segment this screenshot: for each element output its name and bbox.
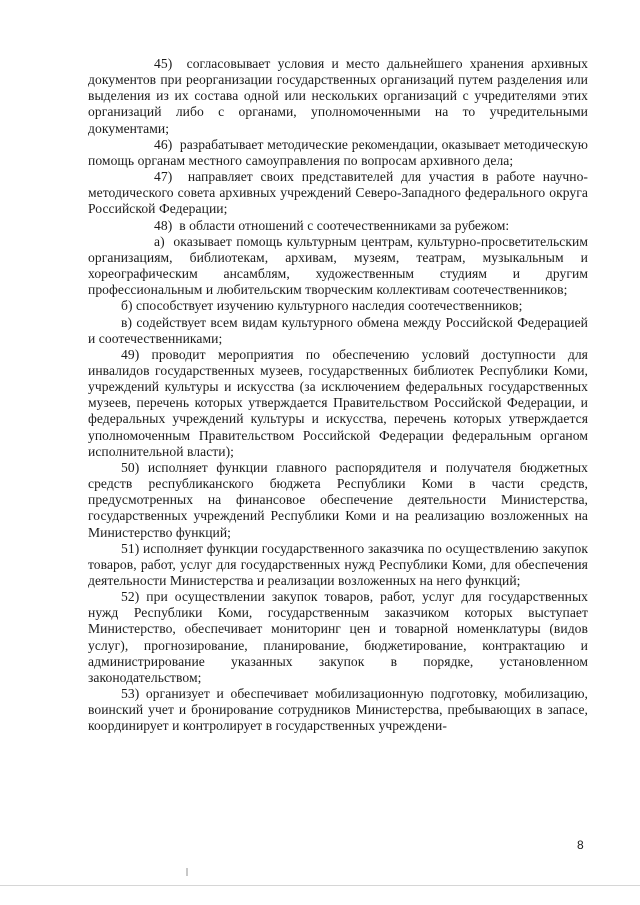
clause-number: 46) — [154, 136, 173, 152]
clause-number: а) — [154, 233, 165, 249]
scan-edge-line — [0, 885, 640, 886]
clause-text: оказывает помощь культурным центрам, культурно-просветительским организациям, библиотекам, архивам, музеям, театрам, музыкальным и хореографическим ансамблям, художественным студиям и другим профессиональным и любительским творческим коллективам соотечественников; — [88, 233, 588, 298]
clause-46 — [88, 137, 588, 169]
clause-48-c: в) содействует всем видам культурного обмена между Российской Федерацией и соотечественниками; — [88, 314, 588, 346]
clause-47 — [88, 169, 588, 217]
clause-51: 51) исполняет функции государственного заказчика по осуществлению закупок товаров, работ, услуг для государственных нужд Республики Коми, для обеспечения деятельности Министерства и реализации возложенных на него функций; — [88, 540, 588, 588]
clause-text: разрабатывает методические рекомендации, оказывает методическую помощь органам местного самоуправления по вопросам архивного дела; — [88, 136, 588, 168]
clause-52: 52) при осуществлении закупок товаров, работ, услуг для государственных нужд Республики Коми, государственным заказчиком которых выступает Министерство, обеспечивает мониторинг цен и товарной номенклатуры (видов услуг), прогнозирование, планирование, бюджетирование, контрактацию и администрирование указанных закупок в порядке, установленном законодательством; — [88, 589, 588, 685]
document-body — [88, 56, 588, 735]
clause-text: направляет своих представителей для участия в работе научно-методического совета архивных учреждений Северо-Западного федерального округа Российской Федерации; — [88, 169, 588, 217]
clause-49: 49) проводит мероприятия по обеспечению условий доступности для инвалидов государственных музеев, государственных библиотек Республики Коми, учреждений культуры и искусства (за исключением федеральных государственных музеев, перечень которых утверждается Правительством Российской Федерации, и федеральных учреждений культуры и искусства, перечень которых утверждается уполномоченным Правительством Российской Федерации федеральным органом исполнительной власти); — [88, 346, 588, 459]
clause-48 — [88, 218, 588, 234]
clause-number: 47) — [154, 169, 173, 185]
clause-50: 50) исполняет функции главного распорядителя и получателя бюджетных средств республиканского бюджета Республики Коми в части средств, предусмотренных на финансовое обеспечение деятельности Министерства, государственных учреждений Республики Коми и на реализацию возложенных на Министерство функций; — [88, 459, 588, 540]
page-number: 8 — [577, 838, 584, 852]
clause-45 — [88, 56, 588, 137]
clause-53: 53) организует и обеспечивает мобилизационную подготовку, мобилизацию, воинский учет и бронирование сотрудников Министерства, пребывающих в запасе, координирует и контролирует в государственных учреждени- — [88, 686, 588, 734]
clause-text: в области отношений с соотечественниками за рубежом: — [179, 217, 510, 233]
clause-number: 45) — [154, 56, 173, 71]
clause-text: согласовывает условия и место дальнейшего хранения архивных документов при реорганизации государственных организаций путем разделения или выделения из их состава одной или нескольких организаций с учредителями этих организаций либо с органами, уполномоченными на то учредительными документами; — [88, 56, 588, 136]
scan-artifact — [186, 868, 188, 876]
clause-48-a — [88, 234, 588, 299]
clause-48-b: б) способствует изучению культурного наследия соотечественников; — [121, 298, 523, 314]
clause-number: 48) — [154, 217, 173, 233]
